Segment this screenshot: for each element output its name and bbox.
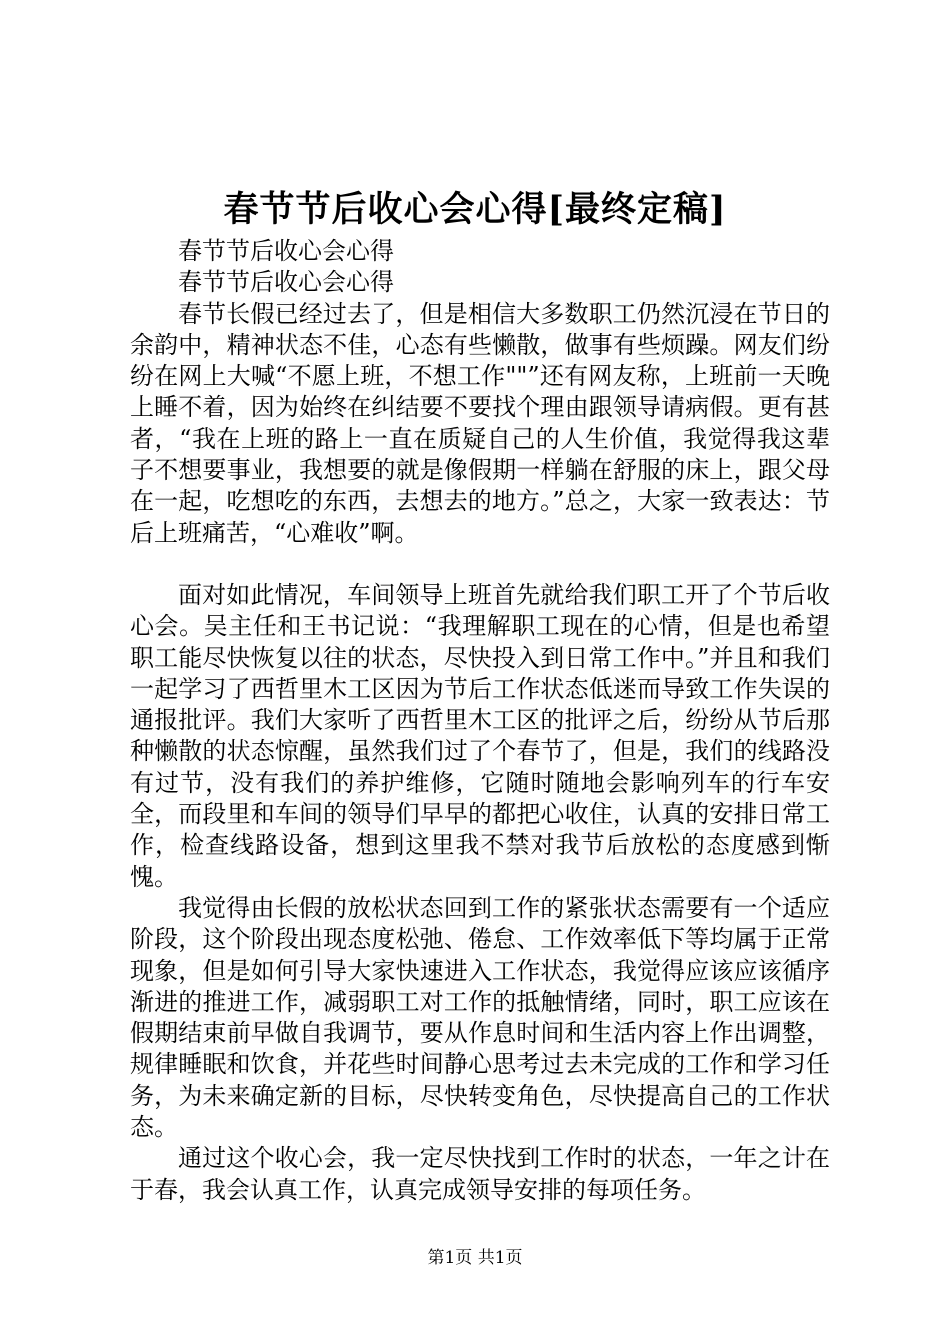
paragraph-1: 春节长假已经过去了，但是相信大多数职工仍然沉浸在节日的余韵中，精神状态不佳，心态有些懒散，做事有些烦躁。网友们纷纷在网上大喊“不愿上班，不想工作""”还有网友称，上班前一天晚上睡不着，因为始终在纠结要不要找个理由跟领导请病假。更有甚者，“我在上班的路上一直在质疑自己的人生价值，我觉得我这辈子不想要事业，我想要的就是像假期一样躺在舒服的床上，跟父母在一起，吃想吃的东西，去想去的地方。”总之，大家一致表达：节后上班痛苦，“心难收”啊。: [130, 299, 830, 547]
paragraph-2: 面对如此情况，车间领导上班首先就给我们职工开了个节后收心会。吴主任和王书记说：“我理解职工现在的心情，但是也希望职工能尽快恢复以往的状态，尽快投入到日常工作中。”并且和我们一起学习了西哲里木工区因为节后工作状态低迷而导致工作失误的通报批评。我们大家听了西哲里木工区的批评之后，纷纷从节后那种懒散的状态惊醒，虽然我们过了个春节了，但是，我们的线路没有过节，没有我们的养护维修，它随时随地会影响列车的行车安全，而段里和车间的领导们早早的都把心收住，认真的安排日常工作，检查线路设备，想到这里我不禁对我节后放松的态度感到惭愧。: [130, 580, 830, 891]
document-title: 春节节后收心会心得[最终定稿]: [223, 189, 727, 230]
paragraph-4: 通过这个收心会，我一定尽快找到工作时的状态，一年之计在于春，我会认真工作，认真完成领导安排的每项任务。: [130, 1144, 830, 1204]
paragraph-gap: [130, 549, 830, 580]
paragraph-3: 我觉得由长假的放松状态回到工作的紧张状态需要有一个适应阶段，这个阶段出现态度松弛、倦怠、工作效率低下等均属于正常现象，但是如何引导大家快速进入工作状态，我觉得应该应该循序渐进的推进工作，减弱职工对工作的抵触情绪，同时，职工应该在假期结束前早做自我调节，要从作息时间和生活内容上作出调整，规律睡眠和饮食，并花些时间静心思考过去未完成的工作和学习任务，为未来确定新的目标，尽快转变角色，尽快提高自己的工作状态。: [130, 893, 830, 1142]
page-footer: 第1页 共1页: [427, 1248, 523, 1268]
document-body: [130, 236, 830, 1206]
subtitle-line-2: 春节节后收心会心得: [178, 268, 394, 297]
subtitle-line-1: 春节节后收心会心得: [178, 237, 394, 265]
